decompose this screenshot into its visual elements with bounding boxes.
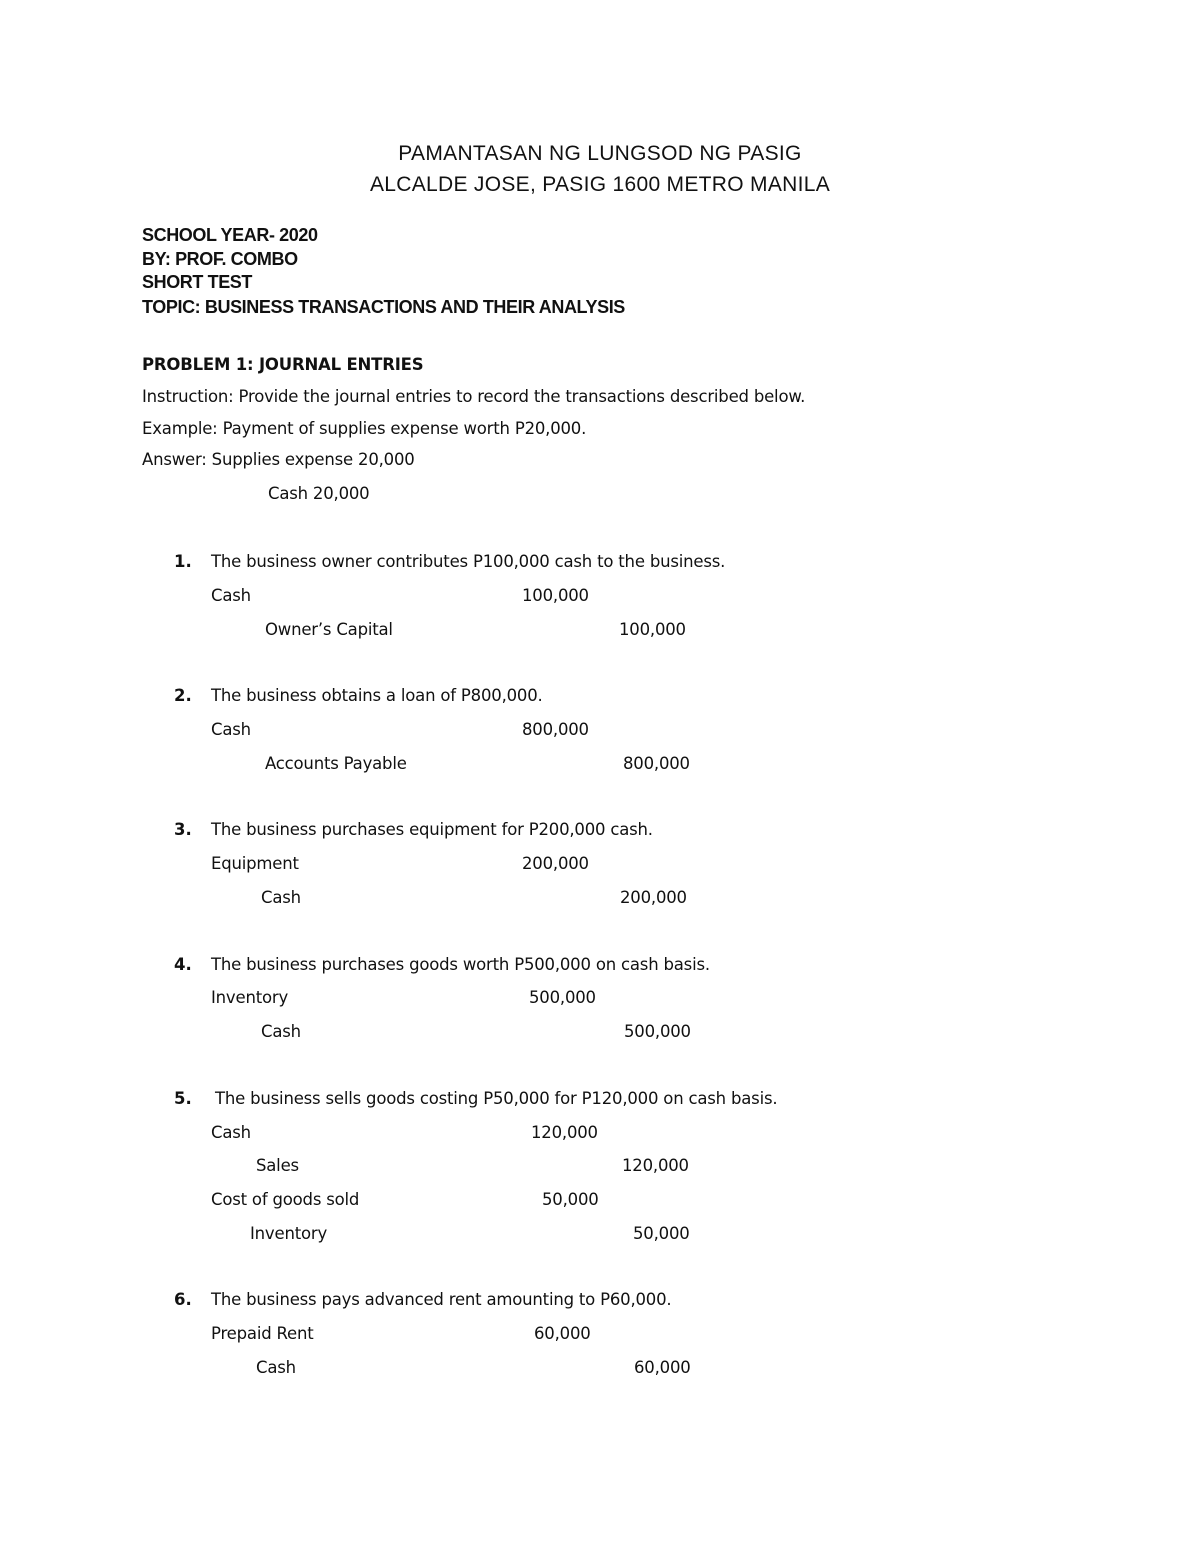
debit-amount: 120,000 <box>531 1123 598 1142</box>
debit-account: Prepaid Rent <box>211 1324 314 1343</box>
debit-amount: 800,000 <box>522 720 589 739</box>
problem-title: PROBLEM 1: JOURNAL ENTRIES <box>142 355 424 374</box>
credit-account: Owner’s Capital <box>265 620 393 639</box>
debit-account: Cash <box>211 720 251 739</box>
topic: TOPIC: BUSINESS TRANSACTIONS AND THEIR ANALYSIS <box>142 297 625 317</box>
debit-amount: 50,000 <box>542 1190 599 1209</box>
debit-account: Cost of goods sold <box>211 1190 360 1209</box>
credit-amount: 50,000 <box>633 1224 690 1243</box>
item-text: The business obtains a loan of P800,000. <box>211 686 543 705</box>
item-number: 5. <box>174 1089 192 1108</box>
credit-account: Cash <box>256 1358 296 1377</box>
credit-amount: 200,000 <box>620 888 687 907</box>
university-name: PAMANTASAN NG LUNGSOD NG PASIG <box>398 142 802 165</box>
credit-account: Sales <box>256 1156 299 1175</box>
test-type: SHORT TEST <box>142 272 253 292</box>
answer-line-1: Answer: Supplies expense 20,000 <box>142 450 415 469</box>
credit-account: Cash <box>261 888 301 907</box>
item-text: The business sells goods costing P50,000 for P120,000 on cash basis. <box>215 1089 778 1108</box>
debit-account: Cash <box>211 586 251 605</box>
credit-amount: 500,000 <box>624 1022 691 1041</box>
debit-amount: 100,000 <box>522 586 589 605</box>
credit-amount: 60,000 <box>634 1358 691 1377</box>
debit-account: Equipment <box>211 854 299 873</box>
university-address: ALCALDE JOSE, PASIG 1600 METRO MANILA <box>369 173 831 196</box>
example: Example: Payment of supplies expense worth P20,000. <box>142 419 587 438</box>
item-text: The business purchases equipment for P200,000 cash. <box>211 820 653 839</box>
instruction: Instruction: Provide the journal entries to record the transactions described below. <box>142 387 806 406</box>
item-number: 3. <box>174 820 192 839</box>
item-text: The business purchases goods worth P500,000 on cash basis. <box>211 955 710 974</box>
credit-amount: 120,000 <box>622 1156 689 1175</box>
credit-account: Cash <box>261 1022 301 1041</box>
school-year: SCHOOL YEAR- 2020 <box>142 225 318 245</box>
item-text: The business pays advanced rent amounting to P60,000. <box>211 1290 672 1309</box>
debit-account: Inventory <box>211 988 289 1007</box>
item-text: The business owner contributes P100,000 cash to the business. <box>211 552 726 571</box>
debit-amount: 200,000 <box>522 854 589 873</box>
credit-amount: 100,000 <box>619 620 686 639</box>
credit-amount: 800,000 <box>623 754 690 773</box>
item-number: 2. <box>174 686 192 705</box>
author: BY: PROF. COMBO <box>142 249 298 269</box>
credit-account: Accounts Payable <box>265 754 407 773</box>
item-number: 4. <box>174 955 192 974</box>
debit-amount: 60,000 <box>534 1324 591 1343</box>
credit-account: Inventory <box>250 1224 328 1243</box>
item-number: 1. <box>174 552 192 571</box>
debit-amount: 500,000 <box>529 988 596 1007</box>
item-number: 6. <box>174 1290 192 1309</box>
answer-line-2: Cash 20,000 <box>268 484 370 503</box>
debit-account: Cash <box>211 1123 251 1142</box>
